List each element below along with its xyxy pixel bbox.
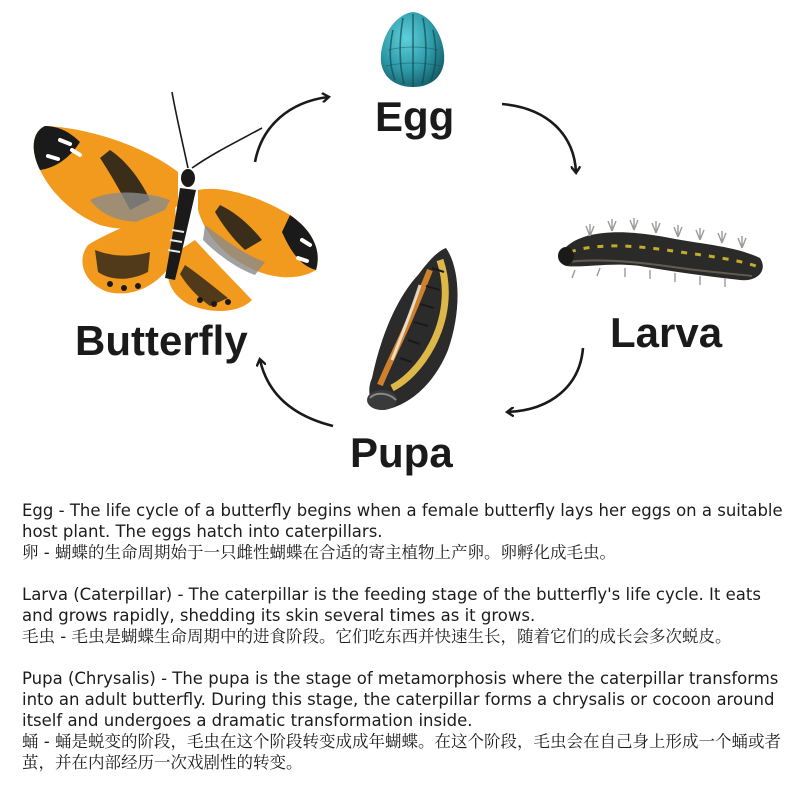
arrow-pupa-to-butterfly (260, 360, 333, 426)
egg-label: Egg (375, 93, 455, 140)
pupa-description-zh: 蛹 - 蛹是蜕变的阶段，毛虫在这个阶段转变成成年蝴蝶。在这个阶段，毛虫会在自己身上形成一个蛹或者茧，并在内部经历一次戏剧性的转变。 (22, 732, 781, 772)
pupa-label: Pupa (350, 429, 453, 476)
stage-descriptions (22, 500, 792, 794)
egg-description (22, 500, 792, 563)
pupa-description-en: Pupa (Chrysalis) - The pupa is the stage of metamorphosis where the caterpillar transforms into an adult butterfly. During this stage, the caterpillar forms a chrysalis or cocoon around itself and undergoes a dramatic transformation inside. (22, 669, 779, 730)
egg-description-zh: 卵 - 蝴蝶的生命周期始于一只雌性蝴蝶在合适的寄主植物上产卵。卵孵化成毛虫。 (22, 543, 616, 562)
egg-description-en: Egg - The life cycle of a butterfly begins when a female butterfly lays her eggs on a suitable host plant. The eggs hatch into caterpillars. (22, 501, 783, 541)
larva-label: Larva (610, 309, 723, 356)
butterfly-label: Butterfly (75, 317, 248, 364)
caterpillar-image (558, 218, 763, 287)
arrow-larva-to-pupa (508, 348, 583, 412)
larva-description (22, 584, 792, 647)
chrysalis-image (367, 248, 458, 410)
arrow-butterfly-to-egg (255, 97, 328, 162)
larva-description-en: Larva (Caterpillar) - The caterpillar is the feeding stage of the butterfly's life cycle. It eats and grows rapidly, shedding its skin several times as it grows. (22, 585, 761, 625)
butterfly-image (34, 92, 318, 311)
arrow-egg-to-larva (502, 104, 576, 172)
pupa-description (22, 668, 792, 773)
egg-image (381, 12, 444, 87)
larva-description-zh: 毛虫 - 毛虫是蝴蝶生命周期中的进食阶段。它们吃东西并快速生长，随着它们的成长会多次蜕皮。 (22, 627, 732, 646)
